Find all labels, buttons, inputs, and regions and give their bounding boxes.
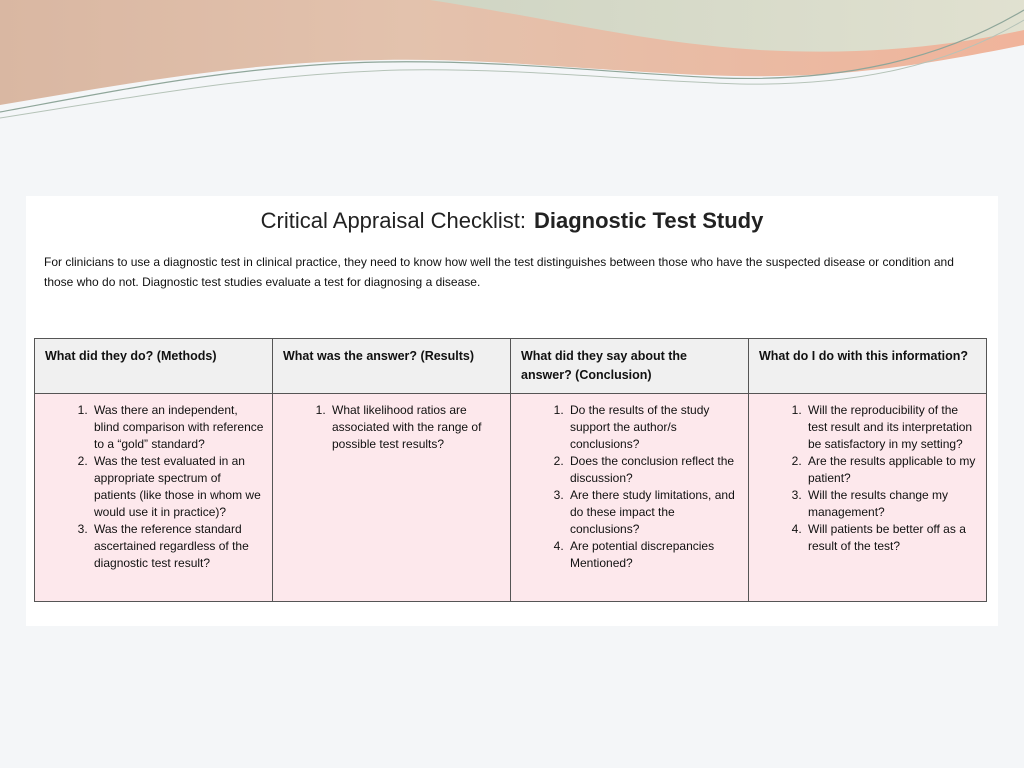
decorative-wave-banner bbox=[0, 0, 1024, 130]
methods-list bbox=[35, 402, 264, 572]
table-row bbox=[35, 394, 987, 602]
list-item: 1. Was there an independent, blind comparison with reference to a “gold” standard? bbox=[91, 402, 264, 453]
list-item: 1. Do the results of the study support the author/s conclusions? bbox=[567, 402, 740, 453]
list-item: 4. Are potential discrepancies Mentioned? bbox=[567, 538, 740, 572]
column-header-results: What was the answer? (Results) bbox=[273, 339, 511, 394]
list-item: 2. Was the test evaluated in an appropriate spectrum of patients (like those in whom we would use it in practice)? bbox=[91, 453, 264, 521]
table-header-row bbox=[35, 339, 987, 394]
title-subject: Diagnostic Test Study bbox=[533, 208, 764, 233]
information-list bbox=[749, 402, 978, 555]
list-item: 4. Will patients be better off as a result of the test? bbox=[805, 521, 978, 555]
list-item: 2. Does the conclusion reflect the discussion? bbox=[567, 453, 740, 487]
document-title bbox=[26, 208, 998, 234]
conclusion-cell bbox=[511, 394, 749, 602]
list-item: 1. What likelihood ratios are associated with the range of possible test results? bbox=[329, 402, 502, 453]
title-prefix: Critical Appraisal Checklist: bbox=[260, 208, 526, 233]
column-header-conclusion: What did they say about the answer? (Conclusion) bbox=[511, 339, 749, 394]
slide-content bbox=[26, 196, 998, 626]
conclusion-list bbox=[511, 402, 740, 572]
results-cell bbox=[273, 394, 511, 602]
results-list bbox=[273, 402, 502, 453]
information-cell bbox=[749, 394, 987, 602]
list-item: 2. Are the results applicable to my patient? bbox=[805, 453, 978, 487]
list-item: 3. Are there study limitations, and do these impact the conclusions? bbox=[567, 487, 740, 538]
checklist-table bbox=[34, 338, 987, 602]
list-item: 3. Will the results change my management? bbox=[805, 487, 978, 521]
column-header-information: What do I do with this information? bbox=[749, 339, 987, 394]
methods-cell bbox=[35, 394, 273, 602]
intro-paragraph: For clinicians to use a diagnostic test in clinical practice, they need to know how well the test distinguishes between those who have the suspected disease or condition and those who do not. Diagnostic test studies evaluate a test for diagnosing a disease. bbox=[44, 255, 954, 289]
column-header-methods: What did they do? (Methods) bbox=[35, 339, 273, 394]
list-item: 1. Will the reproducibility of the test result and its interpretation be satisfactory in my setting? bbox=[805, 402, 978, 453]
list-item: 3. Was the reference standard ascertained regardless of the diagnostic test result? bbox=[91, 521, 264, 572]
